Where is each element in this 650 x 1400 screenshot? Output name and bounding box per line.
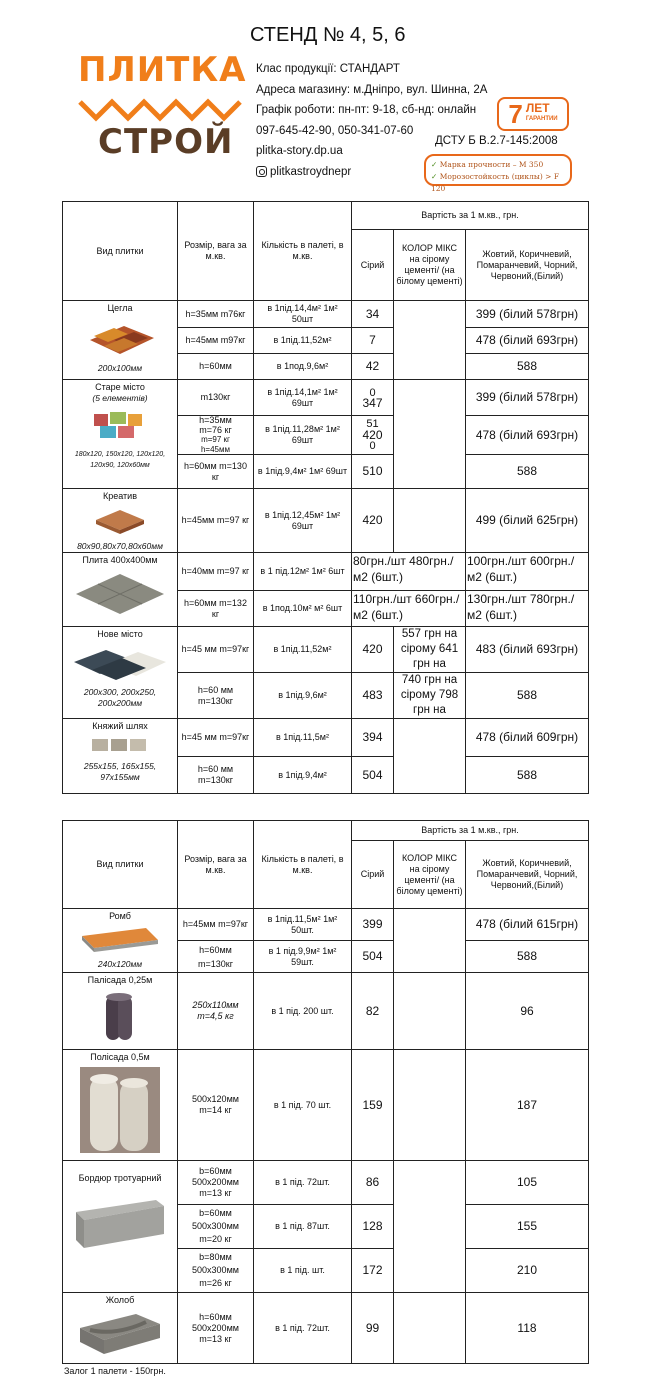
gutter-image xyxy=(76,1310,164,1356)
brand-logo xyxy=(78,50,246,165)
pallet-cell: в 1під.11,52м² xyxy=(254,627,352,673)
mix-price-empty xyxy=(394,301,466,380)
color-price: 478 (білий 693грн) xyxy=(466,328,589,354)
pallet-cell: в 1 під. 70 шт. xyxy=(254,1050,352,1161)
pallet-cell: в 1под.10м² м² 6шт xyxy=(254,591,352,627)
palisade-short-image xyxy=(100,990,140,1042)
grey-price: 34 xyxy=(352,301,394,328)
header-type: Вид плитки xyxy=(63,202,178,301)
creative-paver-image xyxy=(94,506,146,534)
header-grey: Сірий xyxy=(352,230,394,301)
size-weight-alt: m=97 кг xyxy=(201,435,230,444)
rhombus-paver-image xyxy=(80,926,160,952)
grey-fragment: 0 xyxy=(369,439,376,452)
grey-value: 420 xyxy=(362,427,383,442)
pallet-cell: в 1під.9,4м² xyxy=(254,757,352,794)
product-dims: 240х120мм xyxy=(97,959,143,969)
brick-paver-image xyxy=(84,318,156,356)
product-dims: 180х120, 150х120, 120х120, 120х90, 120х60мм xyxy=(74,451,166,469)
size-width: b=60мм xyxy=(199,1208,232,1218)
pallet-cell: в 1 під. 200 шт. xyxy=(254,973,352,1050)
color-price: 118 xyxy=(466,1293,589,1364)
header-colors: Жовтий, Коричневий, Помаранчевий, Чорний, Червоний,(Білий) xyxy=(466,841,589,909)
header-mix: КОЛОР МІКС на сірому цементі/ (на білому цементі) xyxy=(394,230,466,301)
pallet-cell: в 1под.9,6м² xyxy=(254,354,352,380)
header-grey: Сірий xyxy=(352,841,394,909)
zigzag-icon xyxy=(78,92,246,124)
size-cell: h=35мм m76кг xyxy=(178,301,254,328)
size-height: h=60мм xyxy=(199,944,232,955)
product-name: Ромб xyxy=(109,911,131,921)
product-polisada-05 xyxy=(63,1050,178,1161)
header-mix: КОЛОР МІКС на сірому цементі/ (на білому цементі) xyxy=(394,841,466,909)
product-dims: 200х100мм xyxy=(97,363,143,373)
color-price: 588 xyxy=(466,673,589,719)
grey-price: 394 xyxy=(352,719,394,757)
size-cell: 250х110мм m=4,5 кг xyxy=(178,973,254,1050)
frost-resistance: Морозостойкость (циклы) > F 120 xyxy=(431,172,560,193)
grey-price: 7 xyxy=(352,328,394,354)
pallet-cell: в 1під.14,1м² 1м² 69шт xyxy=(254,380,352,416)
pallet-cell: в 1 під. 87шт. xyxy=(254,1205,352,1249)
grey-price: 420 xyxy=(352,489,394,553)
mix-price: 557 грн на сірому 641 грн на xyxy=(394,627,466,673)
header-price-group: Вартість за 1 м.кв., грн. xyxy=(352,821,589,841)
price-table-2 xyxy=(62,820,589,1364)
pallet-cell: в 1під.11,5м² 1м² 50шт. xyxy=(254,909,352,941)
grey-price: 80грн./шт 480грн./м2 (6шт.) xyxy=(352,553,466,591)
size-cell: h=60мм m=130 кг xyxy=(178,455,254,489)
product-name: Бордюр тротуарний xyxy=(78,1173,162,1183)
grey-price: 110грн./шт 660грн./м2 (6шт.) xyxy=(352,591,466,627)
color-price: 96 xyxy=(466,973,589,1050)
instagram-text: plitkastroydnepr xyxy=(270,165,352,178)
pallet-cell: в 1під.14,4м² 1м² 50шт xyxy=(254,301,352,328)
size-cell: h=60 мм m=130кг xyxy=(178,673,254,719)
grey-fragment: 51 xyxy=(366,417,379,430)
size-cell: h=45 мм m=97кг xyxy=(178,627,254,673)
store-address: Адреса магазину: м.Дніпро, вул. Шинна, 2А xyxy=(256,83,488,96)
product-stare-misto xyxy=(63,380,178,489)
dstu-standard: ДСТУ Б В.2.7-145:2008 xyxy=(435,135,558,147)
color-price: 588 xyxy=(466,455,589,489)
size-cell: 500х120мм m=14 кг xyxy=(178,1050,254,1161)
grey-value: 347 xyxy=(362,395,383,410)
product-palisada-025 xyxy=(63,973,178,1050)
product-nove-misto xyxy=(63,627,178,719)
color-price: 210 xyxy=(466,1249,589,1293)
pallet-cell: в 1під.11,5м² xyxy=(254,719,352,757)
pallet-cell: в 1 під. шт. xyxy=(254,1249,352,1293)
page-title: СТЕНД № 4, 5, 6 xyxy=(250,24,406,46)
size-cell: h=60мм m=132 кг xyxy=(178,591,254,627)
color-price: 499 (білий 625грн) xyxy=(466,489,589,553)
product-name: Креатив xyxy=(103,491,137,501)
mix-price-empty xyxy=(394,1293,466,1364)
mix-price-empty xyxy=(394,719,466,794)
mix-price-empty xyxy=(394,489,466,553)
slab-paver-image xyxy=(74,570,166,614)
grey-price: 399 xyxy=(352,909,394,941)
color-price: 588 xyxy=(466,354,589,380)
size-cell: m130кг xyxy=(178,380,254,416)
size-height: h=35мм xyxy=(199,415,232,425)
product-class: Клас продукції: СТАНДАРТ xyxy=(256,63,400,75)
product-subtitle: (5 елементів) xyxy=(92,393,148,403)
mix-price-empty xyxy=(394,909,466,973)
grey-price: 504 xyxy=(352,757,394,794)
size-cell xyxy=(178,1205,254,1249)
strength-badge xyxy=(424,154,572,193)
header-colors: Жовтий, Коричневий, Помаранчевий, Чорний, Червоний,(Білий) xyxy=(466,230,589,301)
guarantee-badge xyxy=(497,97,569,131)
strength-grade: Марка прочности – М 350 xyxy=(439,160,544,169)
mix-price-empty xyxy=(394,1161,466,1293)
color-price: 588 xyxy=(466,941,589,973)
old-town-paver-image xyxy=(90,408,150,442)
product-name: Жолоб xyxy=(105,1295,135,1305)
grey-price xyxy=(352,416,394,455)
guarantee-sub: ГАРАНТИИ xyxy=(525,116,558,122)
product-name: Полісада 0,5м xyxy=(90,1052,150,1062)
pallet-cell: в 1під.11,28м² 1м² 69шт xyxy=(254,416,352,455)
size-cell xyxy=(178,416,254,455)
grey-price: 172 xyxy=(352,1249,394,1293)
guarantee-number: 7 xyxy=(508,99,523,129)
grey-price: 504 xyxy=(352,941,394,973)
header-pallet: Кількість в палеті, в м.кв. xyxy=(254,821,352,909)
size-weight: m=130кг xyxy=(198,958,233,969)
product-plyta xyxy=(63,553,178,627)
grey-fragment: 0 xyxy=(369,386,376,399)
pallet-cell: в 1 під. 72шт. xyxy=(254,1161,352,1205)
size-cell xyxy=(178,941,254,973)
header-size: Розмір, вага за м.кв. xyxy=(178,202,254,301)
product-dims: 80х90,80х70,80х60мм xyxy=(77,541,163,551)
pallet-cell: в 1під.9,4м² 1м² 69шт xyxy=(254,455,352,489)
grey-price: 510 xyxy=(352,455,394,489)
product-zholob xyxy=(63,1293,178,1364)
size-cell: h=45мм m=97кг xyxy=(178,909,254,941)
grey-price: 420 xyxy=(352,627,394,673)
product-dims: 200х300, 200х250, 200х200мм xyxy=(83,687,157,708)
size-width: b=80мм xyxy=(199,1252,232,1262)
product-name: Нове місто xyxy=(97,629,143,639)
grey-price: 99 xyxy=(352,1293,394,1364)
size-cell: h=45мм m97кг xyxy=(178,328,254,354)
product-name: Палісада 0,25м xyxy=(87,975,153,985)
check-icon: ✓ xyxy=(431,160,438,169)
product-romb xyxy=(63,909,178,973)
header-size: Розмір, вага за м.кв. xyxy=(178,821,254,909)
product-name: Цегла xyxy=(107,303,133,313)
phone-numbers: 097-645-42-90, 050-341-07-60 xyxy=(256,124,414,137)
pallet-cell: в 1під.11,52м² xyxy=(254,328,352,354)
product-dims: 255х155, 165х155, 97х155мм xyxy=(83,761,157,782)
check-icon: ✓ xyxy=(431,172,438,181)
product-kniazhyi-shliakh xyxy=(63,719,178,794)
grey-price: 82 xyxy=(352,973,394,1050)
size-cell: h=40мм m=97 кг xyxy=(178,553,254,591)
pallet-deposit-note: Залог 1 палети - 150грн. xyxy=(64,1366,166,1376)
color-price: 130грн./шт 780грн./м2 (6шт.) xyxy=(466,591,589,627)
size-dims-weight: 500х300мм m=20 кг xyxy=(192,1221,239,1244)
product-name: Плита 400х400мм xyxy=(82,555,158,565)
color-price: 478 (білий 615грн) xyxy=(466,909,589,941)
mix-price-empty xyxy=(394,973,466,1050)
header-pallet: Кількість в палеті, в м.кв. xyxy=(254,202,352,301)
header-type: Вид плитки xyxy=(63,821,178,909)
pallet-cell: в 1під.9,6м² xyxy=(254,673,352,719)
color-price: 588 xyxy=(466,757,589,794)
mix-price-empty xyxy=(394,1050,466,1161)
color-price: 155 xyxy=(466,1205,589,1249)
color-price: 483 (білий 693грн) xyxy=(466,627,589,673)
color-price: 478 (білий 609грн) xyxy=(466,719,589,757)
grey-price: 128 xyxy=(352,1205,394,1249)
size-cell: h=45мм m=97 кг xyxy=(178,489,254,553)
pallet-cell: в 1 під.9,9м² 1м² 59шт. xyxy=(254,941,352,973)
grey-price: 483 xyxy=(352,673,394,719)
instagram-icon xyxy=(256,166,267,177)
size-dims-weight: 500х300мм m=26 кг xyxy=(192,1265,239,1288)
color-price: 399 (білий 578грн) xyxy=(466,380,589,416)
color-price: 105 xyxy=(466,1161,589,1205)
header-price-group: Вартість за 1 м.кв., грн. xyxy=(352,202,589,230)
new-town-paver-image xyxy=(72,644,168,680)
size-weight: m=76 кг xyxy=(199,424,232,435)
curb-image xyxy=(72,1198,168,1248)
product-name: Княжий шлях xyxy=(92,721,148,731)
grey-price: 42 xyxy=(352,354,394,380)
size-height-alt: h=45мм xyxy=(200,444,231,454)
color-price: 399 (білий 578грн) xyxy=(466,301,589,328)
product-name: Старе місто xyxy=(95,382,145,392)
palisade-tall-image xyxy=(80,1067,160,1153)
mix-price: 740 грн на сірому 798 грн на xyxy=(394,673,466,719)
princely-way-paver-image xyxy=(90,736,150,754)
grey-price: 86 xyxy=(352,1161,394,1205)
color-price: 187 xyxy=(466,1050,589,1161)
color-price: 100грн./шт 600грн./м2 (6шт.) xyxy=(466,553,589,591)
size-cell xyxy=(178,1249,254,1293)
logo-word-stroi: СТРОЙ xyxy=(98,122,234,162)
pallet-cell: в 1під.12,45м² 1м² 69шт xyxy=(254,489,352,553)
grey-price: 159 xyxy=(352,1050,394,1161)
website-link[interactable]: plitka-story.dp.ua xyxy=(256,145,343,157)
guarantee-word: ЛЕТ xyxy=(525,101,550,115)
pallet-cell: в 1 під. 72шт. xyxy=(254,1293,352,1364)
size-cell: h=60мм 500х200мм m=13 кг xyxy=(178,1293,254,1364)
color-price: 478 (білий 693грн) xyxy=(466,416,589,455)
grey-price xyxy=(352,380,394,416)
product-cegla xyxy=(63,301,178,380)
size-cell: h=60 мм m=130кг xyxy=(178,757,254,794)
product-bordiur xyxy=(63,1161,178,1293)
price-table-1 xyxy=(62,201,589,794)
logo-word-plytka: ПЛИТКА xyxy=(78,50,247,90)
mix-price-empty xyxy=(394,380,466,489)
size-cell: b=60мм 500х200мм m=13 кг xyxy=(178,1161,254,1205)
size-cell: h=45 мм m=97кг xyxy=(178,719,254,757)
product-kreatyv xyxy=(63,489,178,553)
work-schedule: Графік роботи: пн-пт: 9-18, сб-нд: онлайн xyxy=(256,104,477,116)
size-cell: h=60мм xyxy=(178,354,254,380)
pallet-cell: в 1 під.12м² 1м² 6шт xyxy=(254,553,352,591)
